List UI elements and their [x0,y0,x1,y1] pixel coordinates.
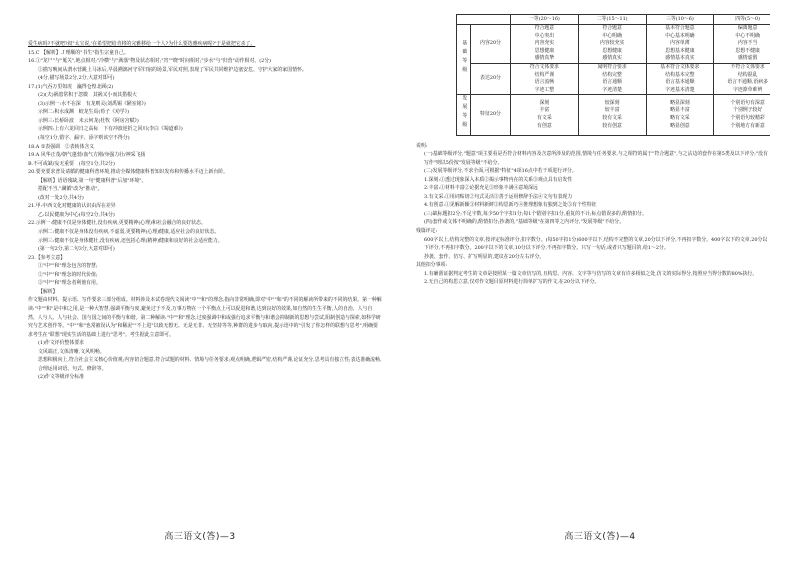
answer-text-line: 爱生病吗?不就吧?叔"太宝说,'在希望把给肯将的完雅移给一个人?为什么要选雅疾病呢?'于是就把它杀了。 [28,41,256,47]
rubric-descriptor: 偏离题意 [737,25,758,31]
rubric-grade-header: 四等(5～0) [714,15,770,25]
answer-text-line: (一)基础等级评分,"题意"项主要看是否符合材料内容及含意所涉及的范围,情境与任务要求,与之相符的属于"符合题意",与之沾边的套作在第5类及以下评分;"没有写作"则以5份按"发展等级"不给分。 [424,151,768,166]
answer-text-line: 示例三:健康不仅是身体健壮,没有疾病,还包括心理(精神)健康和良好的社会适应能力。 [38,237,223,244]
rubric-grade-cell [646,63,714,94]
rubric-descriptor: 不符合文体要求 [730,63,765,70]
rubric-descriptor: 语言不通顺,语病多 [727,79,768,86]
rubric-descriptor: 较丰富 [604,107,620,114]
rubric-descriptor: 闻明符合要求 [597,63,627,70]
right-answer-column [416,14,770,522]
rubric-descriptor: 字迹基本清楚 [665,86,695,93]
rubric-grade-header: 一等(20～16) [511,15,579,25]
left-page-footer: 高三语文(答)—3 [164,532,236,542]
answer-text-line: 示例二:健康不仅是身体没有疾病,不虚弱,更要精神(心理)健康,适应社会的良好状态。 [38,229,220,236]
answer-text-line: 抄袭、套作、仿写、扩写明显的,建议在20分左右评分。 [424,253,545,260]
answer-text-line: 19.A 风华正茂/朝气蓬勃/血气方刚/身强力壮/神采飞扬 [28,152,146,159]
answer-text-line: 说明: [416,142,428,149]
rubric-descriptor: 结构严谨 [534,71,555,78]
rubric-descriptor: 内容较充实 [599,40,625,47]
rubric-grade-cell [511,25,579,64]
rubric-row [457,63,771,94]
answer-text-line: ②描写晚间从渭水营跳上马冰后,早晨溯漓河守军归宿的场景,军民对照,表现了军民共同维护边塞安危、守护大家的家国情怀。 [38,66,307,73]
answer-text-line: 15.C 【解析】Ｊ理顺的"书生"指生宗童自己。 [28,49,129,56]
answer-text-line: 示例三:长桥卧波 未云何龙(杜牧《阿房宫赋》) [38,117,139,124]
answer-text-line: B.不可或缺/妄无重要 (每空1分,共2分) [28,160,115,167]
rubric-descriptor: 内容不当 [737,40,758,47]
answer-text-line: 示例四:上有六龙回日之高标 下有冲波逆折之回川(李白《蜀道难》) [38,126,183,133]
rubric-descriptor: 丰富 [539,107,550,114]
level-label-text: 基础等级 [461,40,468,76]
rubric-descriptor: 字迹清楚 [602,86,622,93]
left-answer-column [28,40,382,522]
rubric-descriptor: 感情基本真实 [665,55,695,62]
rubric-descriptor: 感情真挚 [534,55,555,62]
rubric-grade-header: 三等(10～6) [646,15,714,25]
rubric-descriptor: 中心基本明确 [665,32,695,39]
rubric-grade-cell [646,95,714,135]
rubric-grade-cell [578,25,646,64]
rubric-descriptor: 较有文采 [602,114,622,121]
rubric-grade-cell [511,63,579,94]
right-page-footer: 高三语文(答)—4 [564,532,636,542]
rubric-descriptor: 感情真实 [602,55,622,62]
rubric-descriptor: 字迹工整 [534,86,555,93]
rubric-descriptor: 有文采 [537,114,552,121]
rubric-descriptor: 符合题意 [602,25,622,31]
rubric-descriptor: 符合文体要求 [529,63,560,70]
level-label-text: 发展等级 [461,95,468,131]
rubric-descriptor: 个别语句有深意 [730,99,765,106]
rubric-criterion-cell: 特征20分 [471,95,511,135]
answer-text-line: 乙:以民健康为中心(每空2分,共4分) [38,211,115,218]
answer-text-line: 21.甲:中西文化对健康的认识由浑在差异 [28,203,116,210]
answer-text-line: 3.有文采:①用词贴切②句式灵活③善于运用修辞手法④文句有表现力 [424,193,573,200]
rubric-descriptor: 内容单薄 [670,40,690,47]
rubric-grade-cell [578,63,646,94]
answer-text-line: 残篇评定: [416,228,438,235]
rubric-grade-header: 二等(15～11) [578,15,646,25]
answer-text-line: (第一句2分,第二句3分,大意对即可) [38,246,115,253]
rubric-descriptor: 符合题意 [534,25,555,31]
answer-text-line: ②"中""和"理念的时代价值; [38,271,98,278]
rubric-descriptor: 字迹潦草难辨 [732,86,763,93]
answer-text-line: 作文题由材料、提示语、写作要求三部分组成。材料涉及本试卷现代文阅读"中""和"的理念,指向非常明确,即对"中""和"的不同的解读所带来的不同的结果。第一种解读:"中""和"是中和之用,是一种大智慧,强调平衡与度,避免过于不及,万事万物在一个平衡点上可以促进和谐,达到良好的效果,如自然的生生平衡,人的自治、人与自然、人与人、人与社会、国与国之间的平衡与和谐。第二种解读:"中""和"理念,过度强调中和或强行追求平衡与和谐会抑制新的思想与尝试,阻制创造与探索,如科学研究与艺术创作等。"中""和"也常被误认为"和稀泥""不上进"以致无想无、无是无非、无坚持等等,种群的进步与取向,提示语中的"引发了你怎样的联想与思考",明确要求考生在"联想"现实生活的基础上进行"思考"。考生据此立意即可。 [28,297,382,338]
rubric-criterion-cell: 表达20分 [471,63,511,94]
rubric-descriptor: 深刻 [539,99,550,106]
rubric-header-row [457,15,771,25]
answer-text-line: 1.深刻:①透过现象深入本质②揭示事物内在的关系③观点具有启发性 [424,176,573,183]
rubric-descriptor: 结构混乱 [737,71,758,78]
rubric-descriptor: 略有文采 [670,114,690,121]
answer-text-line: 2.丰富:①材料丰富②论据充足③形象丰满④意境深远 [424,185,538,192]
answer-text-line: 22.示例一:健康不仅是身体健壮,没有疾病,更要精神(心理)和社会融合的良好状态。 [28,220,206,227]
rubric-descriptor: 中心明确 [602,32,622,39]
rubric-descriptor: 较深刻 [604,99,620,106]
basic-level-label [457,25,471,95]
answer-text-line: (2)作文等级评分标准 [38,374,85,381]
answer-text-line: 18.A ①表强调 ②表转体含义 [28,143,95,150]
answer-text-line: (1)作文评价整体要求 [38,340,85,347]
rubric-grade-cell [578,95,646,135]
answer-text-line: 其他扣分事项: [416,262,447,269]
rubric-descriptor: 有创意 [537,122,552,129]
answer-text-line: 4.有创意:①见解新颖③材料新鲜③构思新巧④推理想象有独到之处⑤有个性特征 [424,202,597,209]
answer-text-line: (2)(夫)祸患常积于忽微 其祸又小而其措根大 [38,92,137,99]
rubric-descriptor: 感情虚假 [737,55,758,62]
rubric-descriptor: 中心突出 [534,32,555,39]
answer-text-line: 搭配不当,"澜循"改为"推动"。 [38,186,103,193]
rubric-descriptor: 思想基本健康 [665,47,695,54]
answer-text-line: (3)示例一:水不在深 有龙则灵(刘禹锡《陋室铭》) [38,100,146,107]
answer-text-line: 23.【参考立意】 [28,254,66,261]
rubric-descriptor: 语言流畅 [534,79,555,86]
rubric-descriptor: 结构完整 [602,71,622,78]
answer-text-line: (4分,描写场景2分,2分,大意对即可) [38,75,115,82]
answer-text-line: 2.无自己的构思立意,仅对作文题目原材料进行简单扩写的作文,在20分以下评分。 [424,279,600,286]
rubric-descriptor: 思想不健康 [735,47,760,54]
rubric-row [457,95,771,135]
rubric-corner-cell [457,15,511,25]
essay-grading-rubric-table [456,14,770,136]
rubric-descriptor: 思想健康 [534,47,555,54]
rubric-descriptor: 结构基本完整 [665,71,695,78]
rubric-grade-cell [714,25,770,64]
rubric-descriptor: 思想健康 [602,47,622,54]
answer-text-line: 17.(1)气吞万里如虎 瀛得仓惶北顾(2) [28,83,114,90]
answer-text-line: 【解析】 [38,288,58,295]
answer-text-line: ③"中""和"理念者利他有用。 [38,280,101,287]
rubric-descriptor: 中心不明确 [735,32,760,39]
rubric-grade-cell [714,63,770,94]
rubric-row [457,25,771,64]
rubric-descriptor: 略显创意 [670,122,690,129]
rubric-descriptor: 个别地方有新意 [730,122,765,129]
rubric-descriptor: 个别语句较精彩 [730,114,765,121]
rubric-descriptor: 内容充实 [534,40,555,47]
rubric-grade-cell [511,95,579,135]
right-answer-page [400,0,800,566]
development-level-label [457,95,471,135]
rubric-descriptor: 略显深刻 [670,99,690,106]
answer-text-line: 20.要充要求普及请循的健康科普环境,推动全媒体健康科普知识发布和传播水平迈上新台阶。 [28,169,229,176]
answer-text-line: 【解析】语语残缺,第一句"健康科普"后加"环境"。 [38,177,147,184]
rubric-descriptor: 语言通顺 [602,79,622,86]
answer-text-line: 示例二:积水成渊 蛟龙生焉(荀子《劝学》) [38,109,130,116]
answer-text-line: 思想积极向上,符合社会主义核心价值观;内容切合题意,符合试题的材料、情境与任务要求;观点明确,逻辑严密,结构严谨,论证充分,思考具有独立性;表达准确流畅,合理运用词语、句式、修辞等。 [38,357,382,372]
rubric-descriptor: 较有创意 [602,122,622,129]
rubric-descriptor: 个别例子较好 [732,107,763,114]
rubric-descriptor: 基本符合文体要求 [660,63,700,70]
answer-text-line: (三)缺标题扣2分;不足字数,每少50个字扣1分;每1个错别字扣1分,重复的不计;标点错误多的,酌情扣分。 [424,210,647,217]
answer-text-line: (每空1分,错字、漏字、添字则该空不得分) [38,135,130,142]
rubric-criterion-cell: 内容20分 [471,25,511,64]
rubric-grade-cell [646,25,714,64]
answer-text-line: 文风端正,文体清晰,文风明畅。 [38,348,105,355]
answer-text-line: ①"中""和"理念包含的智慧; [38,263,98,270]
rubric-descriptor: 语言基本通顺 [665,79,695,86]
answer-text-line: 600字以上,结构完整的文章,按评定标准评分,扣字数分。(每50字扣1分)600字以下,结构不完整的文章,20分以下评分,不再扣字数分。400字以下的文章,20分以下评分,不再扣字数分。200字以下的文章,10分以下评分,不再扣字数分。只写一句话,或者只写题目的,给1～2分。 [424,236,768,252]
rubric-descriptor: 略显丰富 [670,107,690,114]
answer-text-line: (改对一处2分,共4分) [38,194,84,201]
answer-text-line: 16.①"龙尸"与"蒐关",地点相对;"冷横"与"满落"物及状态相对;"宵""晓"时间相对;"步水"与"归营"动作相对。(2分) [28,58,272,65]
rubric-grade-cell [714,95,770,135]
answer-text-line: (二)发展等级评分,不求全面,可根据"特征"4项16点中若干项进行评分。 [424,168,577,175]
answer-text-line: 1.有确凿证据判定考生的文章是按照某一篇文章仿写的,且构思、内容、文字等与仿写的文章有许多相似之处,仿文的实际得分,按照应当得分数的80%执行。 [424,270,758,277]
answer-text-line: (四)套作或文体不明确的,酌情扣分;抄袭的,"基础等级"在第四等之内评分,"发展等级"不给分。 [424,219,625,226]
rubric-descriptor: 基本符合题意 [665,25,695,31]
